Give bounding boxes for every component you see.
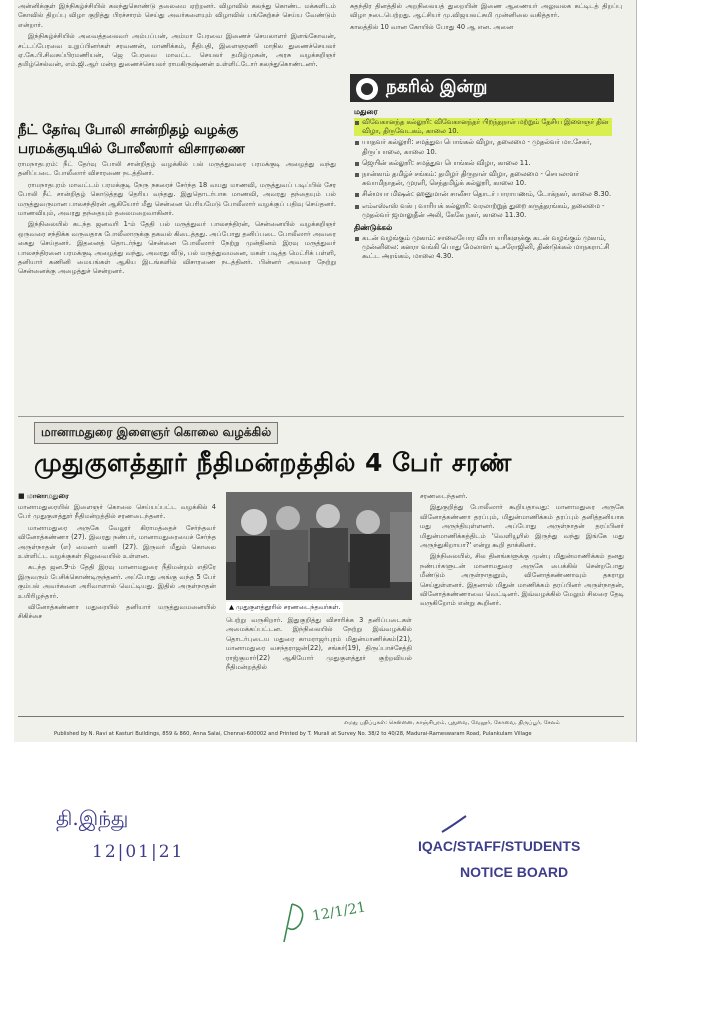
right-top-l2: காலத்தில் 10 வான கோயில் போது 40 ஆ என. அனை [350, 22, 514, 31]
surrender-photo [226, 492, 412, 600]
murder-dateline [18, 492, 216, 501]
murder-col-2 [226, 616, 412, 674]
right-top-fragment [350, 2, 622, 34]
neet-headline-1: நீட் தேர்வு போலி சான்றிதழ் வழக்கு [18, 122, 239, 138]
notice-stamp-line-1: IQAC/STAFF/STUDENTS [418, 838, 581, 854]
neet-headline-2: பரமக்குடியில் போலீஸார் விசாரணை [18, 141, 245, 157]
events-title: நகரில் இன்று [386, 77, 488, 97]
notice-stamp-line-2: NOTICE BOARD [460, 864, 569, 880]
newspaper-clipping [14, 0, 637, 742]
event-item: எம்எஸ்எஸ் வக்பு வாரியக் கல்லூரி: வரலாற்றுத் துறை கருத்தரங்கம், தலைமை - முதல்வர் ஜமாலுதீன் அலி, கேகே நகர், காலை 11.30. [354, 202, 612, 220]
editions-line: எமது பதிப்புகள்: சென்னை, காஞ்சிபுரம், புதுவை, வேலூர், கோவை, திருப்பூர், சேலம் [344, 720, 560, 726]
neet-article [18, 118, 336, 279]
top-article-p2: இந்நிகழ்ச்சியில் அவைத்தலைவர் அம்பப்பன், அம்மா பேரவை இணைச் செயலாளர் இளங்கோவன், சட்டப்பேரவை உறுப்பினர்கள் சரவணன், மாணிக்கம், நீதிபதி, இளைஞரணி மாநில துணைச்செயலர் ஏ.கே.பி.சிவசுப்பிரமணியன், ஜெ பேரவை மாவட்ட செயலர் தமிழ்முகன், அரசு வழக்கறிஞர் தமிழ்செல்வன், எம்.ஜி.ஆர் மன்ற துணைச்செயலர் ராமகிருஷ்ணன் உள்ளிட்டோர் கலந்துகொண்டனர். [18, 32, 336, 69]
murder-col-3 [420, 492, 624, 611]
neet-p1: ராமநாதபுரம்: நீட் தேர்வு போலி சான்றிதழ் வழக்கில் பல் மருத்துவரை பரமக்குடி அழைத்து வந்து தனிப்படை போலீஸார் விசாரணை நடத்தினர். [18, 160, 336, 178]
murder-col3-p1: சரணடைந்தனர். [420, 492, 468, 500]
event-item: சின்மயா மிஷன்: ஹனுமான் சாலீசா தொடர் பாராயணம், டோக்நகர், காலை 8.30. [354, 190, 612, 199]
publisher-line: Published by N. Ravi at Kasturi Buildings, 859 & 860, Anna Salai, Chennai-600002 and Printed by T. Murali at Survey No. 38/2 to 40/28, Madurai-Rameswaram Road, Pulankulam Village [54, 731, 532, 737]
murder-dateline-text: மானாமதுரை [27, 492, 69, 500]
murder-col1-p1: மானாமதுரையில் இளைஞர் கொலை செய்யப்பட்ட வழக்கில் 4 பேர் முதுகுளத்தூர் நீதிமன்றத்தில் சரணடைந்தனர். [18, 503, 216, 521]
murder-col3-p2: இதுகுறித்து போலீஸார் கூறியதாவது: மானாமதுரை அருகே வினோத்கண்ணா தரப்பும், மிதுன்மாணிக்கம் தரப்பும் தனித்தனியாக மது அருந்தியுள்ளனர். அப்போது அருள்நாதன் தரப்பினர் மிதுன்மாணிக்கத்திடம் 'வெளியூரில் இருந்து வந்து இங்கே மது அருந்துகிறாயா?' என்று கூறி தாக்கினர். [420, 503, 624, 550]
murder-col-1 [18, 492, 216, 624]
event-item: நான்காம் தமிழ்ச் சங்கம்: தமிழர் திருநாள் விழா, தலைமை - செயலாளர் சுவாமிநாதன், முரளி, செந்தமிழ்க் கல்லூரி, காலை 10. [354, 170, 612, 188]
handwritten-source: தி.இந்து [56, 806, 129, 830]
events-title-bar [350, 74, 614, 102]
handwritten-initials-date: 12/1/21 [311, 899, 367, 925]
top-article-p1: அன்னிக்குள் இந்நிகழ்ச்சியில் கலந்துகொண்டு தலைமை ஏற்றனர். விழாவில் கலந்து கொண்ட மக்களிடம் கோவில் திறப்பு விழா குறித்து பிரச்சாரம் செய்து அவர்களையும் விழாவில் பங்கேற்கச் செய்ய வேண்டும் என்றார். [18, 2, 336, 29]
event-item: கடன் வழங்கும் முகாம்: சாலையோர வியாபாரிகளுக்கு கடன் வழங்கும் முகாம், முன்னிலை: கனரா வங்கி பொது மேலாளர் டி.சரோஜினி, திண்டுக்கல் மாநகராட்சி கூட்ட அரங்கம், மாலை 4.30. [354, 234, 612, 262]
square-bullet-icon: ■ [18, 492, 25, 500]
triangle-bullet-icon: ▲ [229, 603, 234, 611]
events-list [354, 104, 612, 264]
event-item: யாதவர் கல்லூரி: சமத்துவ பொங்கல் விழா, தலைமை - முதல்வர் மா.சேகர், திருப்பாலை, காலை 10. [354, 138, 612, 156]
murder-col1-p4: வினோத்கண்ணா மதுரையில் தனியார் மருத்துவமனையில் சிகிச்சை [18, 603, 216, 621]
photo-caption-text: முதுகுளத்தூரில் சரணடைந்தவர்கள். [236, 603, 341, 611]
murder-col2-p1: பெற்று வருகிறார். இதுகுறித்து விசாரிக்க 3 தனிப்படைகள் அமைக்கப்பட்டன. இந்நிலையில் நேற்று இவ்வழக்கில் தொடர்புடைய மதுரை காமராஜர்புரம் மிதுன்மாணிக்கம்(21), மானாமதுரை வசந்தராஜன்(22), சங்கர்(19), திருப்பாச்சேத்தி ராஜ்குமார்(22) ஆகியோர் முதுகுளத்தூர் குற்றவியல் நீதிமன்றத்தில் [226, 616, 412, 672]
footer-rule [18, 716, 624, 717]
neet-p3: இந்நிலையில் கடந்த ஜனவரி 1-ம் தேதி பல் மருத்துவர் பாலசந்திரன், சென்னையில் வழக்கறிஞர் ஒருவரை சந்திக்க வருவதாக போலீஸாருக்கு தகவல் கிடைத்தது. அப்போது தனிப்படை போலீஸார் அவரை கைது செய்தனர். இதனைத் தொடர்ந்து சென்னை போலீஸார் நேற்று முன்தினம் இரவு மருத்துவர் பாலசந்திரனை பரமக்குடி அழைத்து வந்து, அவரது வீடு, பல் மருத்துவமனை, மகள் படித்த மெட்ரிக் பள்ளி, தனியார் கணினி மையங்கள் ஆகிய இடங்களில் விசாரணை நடத்தினர். பின்னர் அவரை நேற்று சென்னைக்கு அழைத்துச் சென்றனர். [18, 220, 336, 276]
right-top-l1: சுதந்திர தினத்தில் அறநிலையத் துறையின் இணை ஆணையர் அலுவலக கட்டிடத் திறப்பு விழா நடைபெற்றது. ஆட்சியர் மு.விஜயலட்சுமி முன்னிலை வகித்தார். [350, 2, 622, 20]
events-city-2: திண்டுக்கல் [354, 223, 393, 233]
checkmark-icon [440, 812, 470, 838]
photo-caption [226, 602, 343, 613]
event-item: விவேகானந்த கல்லூரி: விவேகானந்தர் பிறந்தநாள் மற்றும் தேசிய இளைஞர் தின விழா, திருவேடகம், காலை 10. [354, 118, 612, 136]
murder-col1-p3: கடந்த ஜன.9-ம் தேதி இரவு மானாமதுரை நீதிமன்றம் எதிரே இருவரும் பேசிக்கொண்டிருந்தனர். அப்போது அங்கு வந்த 5 பேர் கும்பல் அவர்களை அரிவாளால் வெட்டியது. இதில் அருள்நாதன் உயிரிழந்தார். [18, 563, 216, 600]
handwritten-date: 12|01|21 [92, 842, 185, 862]
murder-col3-p3: இந்நிலையில், சில தினங்களுக்கு முன்பு மிதுன்மாணிக்கம் தனது நண்பர்களுடன் மானாமதுரை அருகே பைக்கில் சென்றபோது மீண்டும் அருள்நாதனும், வினோத்கண்ணாவும் தகராறு செய்துள்ளனர். இதனால் மிதுன் மாணிக்கம் தரப்பினர் அருள்நாதன், வினோத்கண்ணாவை வெட்டினர். இவ்வழக்கில் மேலும் சிலரை தேடி வருகிறோம் என்று கூறினர். [420, 552, 624, 608]
murder-kicker: மானாமதுரை இளைஞர் கொலை வழக்கில் [34, 422, 278, 444]
neet-p2: ராமநாதபுரம் மாவட்டம் பரமக்குடி நேரு நகரைச் சேர்ந்த 18 வயது மாணவி, மருத்துவப் படிப்பில் சேர போலி நீட் சான்றிதழ் கொடுத்தது தெரிய வந்தது. இதுதொடர்பாக மாணவி, அவரது தந்தையும் பல் மருத்துவருமான பாலசந்திரன் ஆகியோர் மீது சென்னை பெரியமேடு போலீஸார் வழக்குப் பதிவு செய்தனர். மாணவியும், அவரது தந்தையும் தலைமறைவாகினர். [18, 180, 336, 218]
top-article [18, 2, 336, 72]
clock-emblem-icon [356, 78, 378, 100]
event-item: ஜெயின் கல்லூரி: சமத்துவ பொங்கல் விழா, காலை 11. [354, 159, 612, 168]
section-divider [18, 416, 624, 417]
surrender-photo-image [226, 492, 412, 600]
events-city-1: மதுரை [354, 107, 378, 116]
murder-headline: முதுகுளத்தூர் நீதிமன்றத்தில் 4 பேர் சரண் [34, 448, 512, 477]
murder-col1-p2: மானாமதுரை அருகே வேலூர் கிராமத்தைச் சேர்ந்தவர் வினோத்கண்ணா (27). இவரது நண்பர், மானாமதுரையைச் சேர்ந்த அருள்நாதன் (எ) மைனர் மணி (27). இருவர் மீதும் கொலை உள்ளிட்ட வழக்குகள் நிலுவையில் உள்ளன. [18, 523, 216, 561]
